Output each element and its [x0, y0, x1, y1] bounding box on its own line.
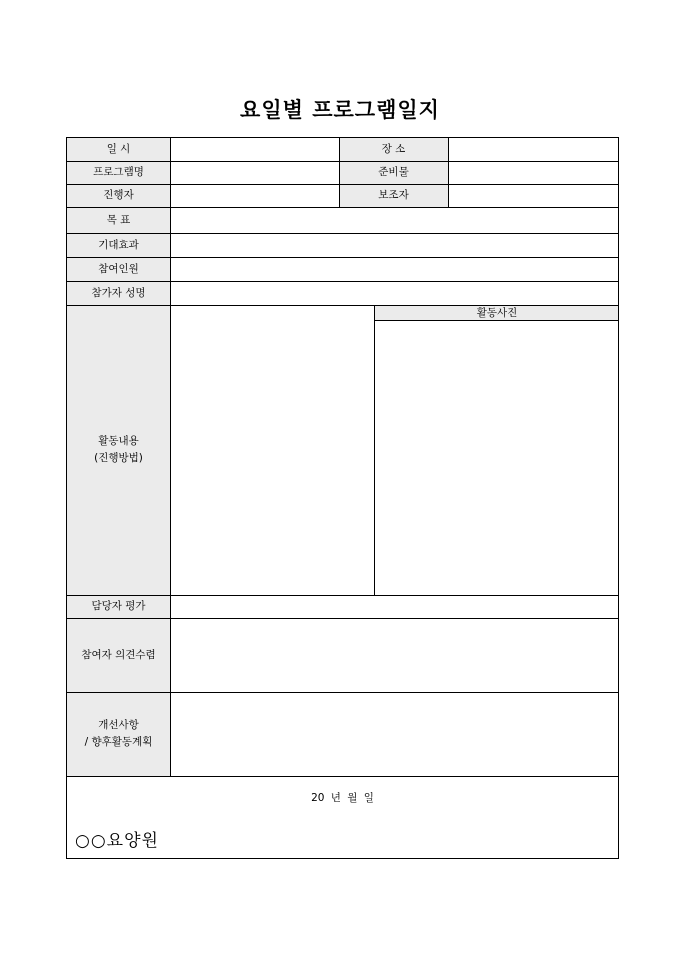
participant-count-field[interactable] — [170, 257, 619, 281]
participant-opinion-label: 참여자 의견수렴 — [67, 618, 170, 692]
leader-field[interactable] — [170, 184, 339, 207]
grid-line — [448, 138, 449, 207]
grid-line — [67, 233, 619, 234]
participant-count-label: 참여인원 — [67, 257, 170, 281]
assistant-label: 보조자 — [339, 184, 448, 207]
expected-effect-label: 기대효과 — [67, 233, 170, 257]
activity-content-label: 활동내용 (진행방법) — [67, 305, 170, 595]
supplies-field[interactable] — [448, 161, 619, 184]
date-line: 20 년 월 일 — [311, 792, 374, 804]
participant-opinion-field[interactable] — [170, 618, 619, 692]
staff-evaluation-label: 담당자 평가 — [67, 595, 170, 618]
supplies-label: 준비물 — [339, 161, 448, 184]
place-field[interactable] — [448, 138, 619, 161]
grid-line — [339, 138, 340, 207]
place-label: 장 소 — [339, 138, 448, 161]
page-title: 요일별 프로그램일지 — [240, 98, 440, 122]
grid-line — [67, 692, 619, 693]
grid-line — [374, 305, 375, 595]
staff-evaluation-field[interactable] — [170, 595, 619, 618]
grid-line — [170, 138, 171, 776]
goal-field[interactable] — [170, 207, 619, 233]
participant-names-field[interactable] — [170, 281, 619, 305]
program-log-form — [66, 137, 619, 859]
grid-line — [67, 207, 619, 208]
organization-name: ○○요양원 — [75, 831, 159, 851]
assistant-field[interactable] — [448, 184, 619, 207]
grid-line — [67, 161, 619, 162]
participant-names-label: 참가자 성명 — [67, 281, 170, 305]
program-name-field[interactable] — [170, 161, 339, 184]
grid-line — [67, 618, 619, 619]
grid-line — [67, 184, 619, 185]
expected-effect-field[interactable] — [170, 233, 619, 257]
grid-line — [67, 595, 619, 596]
grid-line — [67, 305, 619, 306]
activity-photo-area[interactable] — [374, 321, 619, 595]
grid-line — [67, 281, 619, 282]
goal-label: 목 표 — [67, 207, 170, 233]
activity-content-field[interactable] — [170, 305, 374, 595]
datetime-field[interactable] — [170, 138, 339, 161]
program-name-label: 프로그램명 — [67, 161, 170, 184]
improvement-plan-label: 개선사항 / 향후활동계획 — [67, 692, 170, 776]
leader-label: 진행자 — [67, 184, 170, 207]
activity-photo-header: 활동사진 — [374, 305, 619, 320]
grid-line — [374, 320, 619, 321]
grid-line — [67, 257, 619, 258]
grid-line — [67, 776, 619, 777]
improvement-plan-field[interactable] — [170, 692, 619, 776]
datetime-label: 일 시 — [67, 138, 170, 161]
